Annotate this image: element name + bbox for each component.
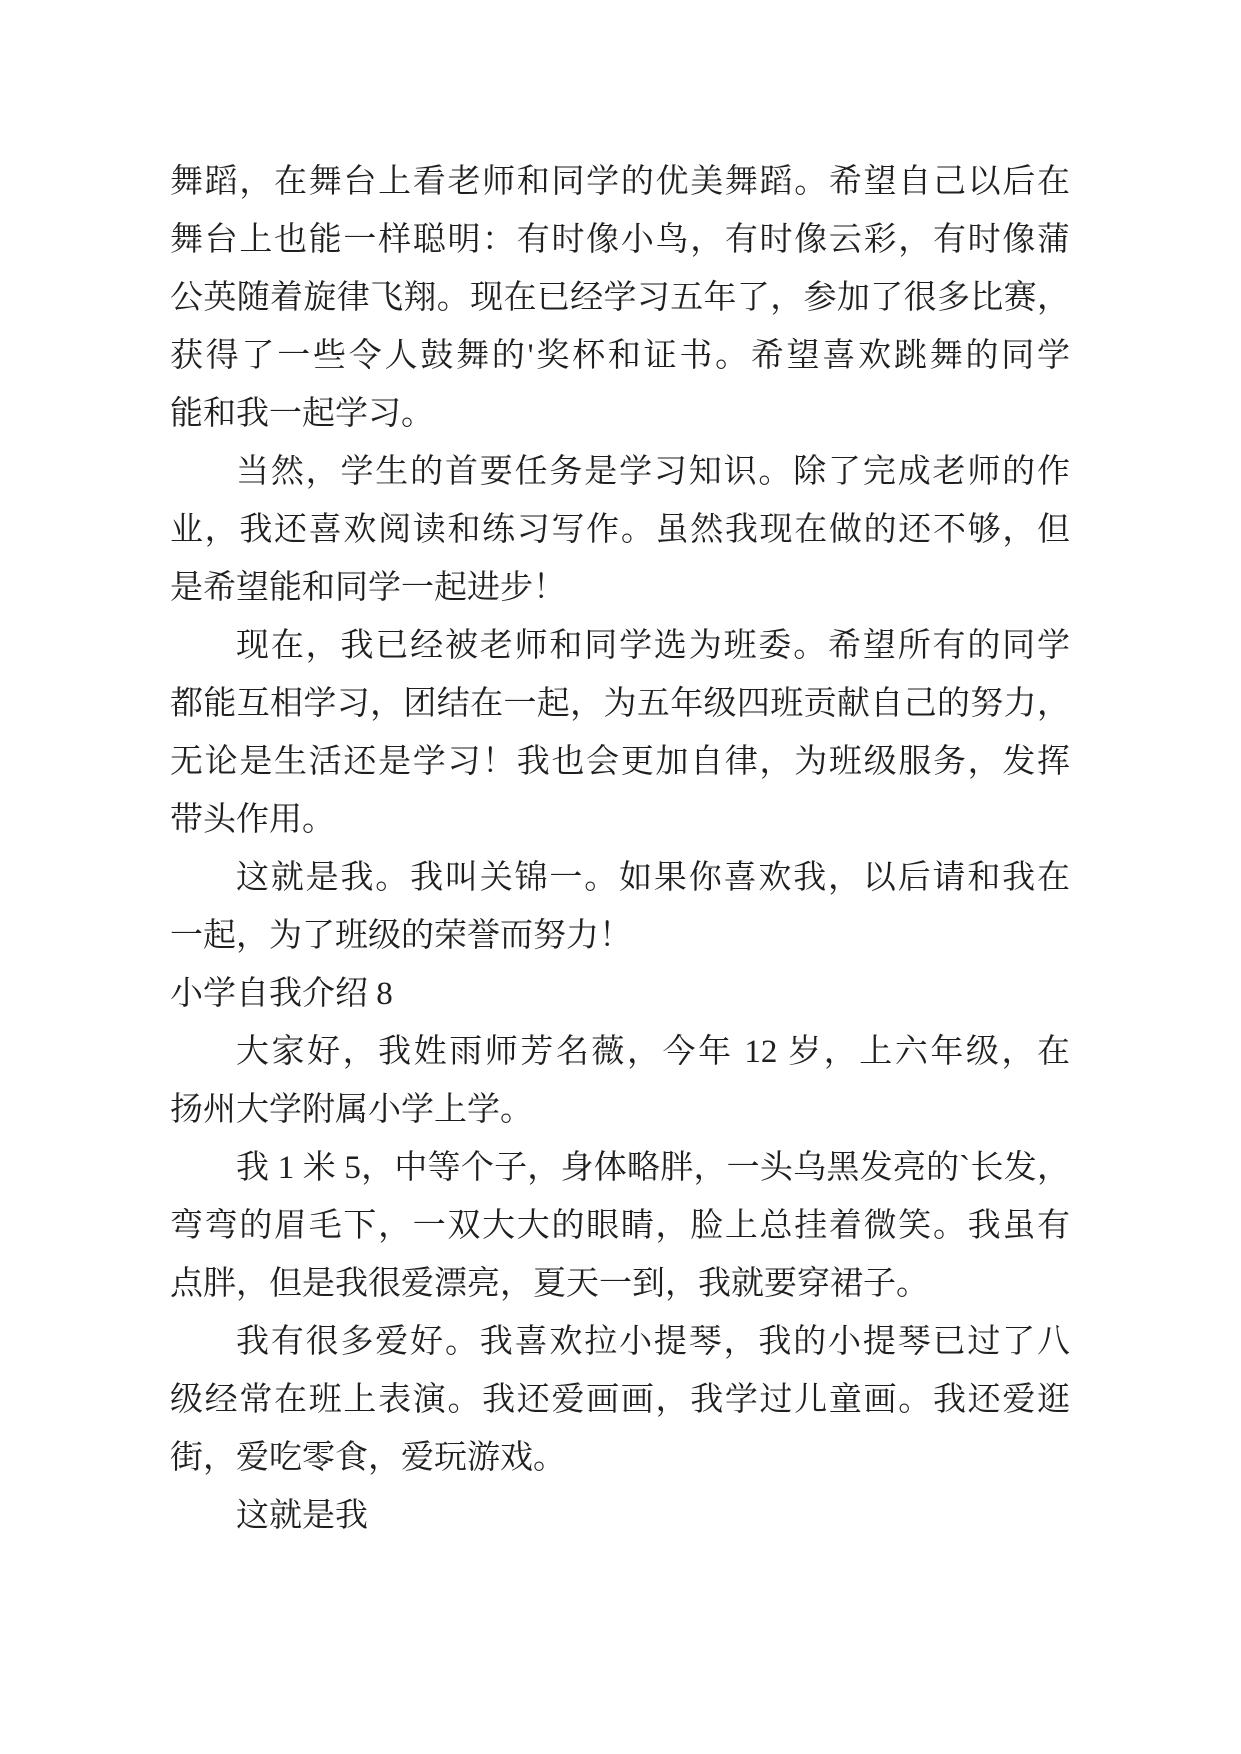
text-line: 业，我还喜欢阅读和练习写作。虽然我现在做的还不够，但 bbox=[170, 512, 1070, 548]
text-line: 获得了一些令人鼓舞的'奖杯和证书。希望喜欢跳舞的同学 bbox=[170, 338, 1070, 374]
section-heading bbox=[170, 965, 1070, 1023]
paragraph bbox=[170, 153, 1070, 443]
text-line: 小学自我介绍 8 bbox=[170, 976, 393, 1012]
text-line: 都能互相学习，团结在一起，为五年级四班贡献自己的努力， bbox=[170, 686, 1070, 722]
text-line: 公英随着旋律飞翔。现在已经学习五年了，参加了很多比赛， bbox=[170, 280, 1070, 316]
text-line: 级经常在班上表演。我还爱画画，我学过儿童画。我还爱逛 bbox=[170, 1382, 1070, 1418]
paragraph bbox=[170, 617, 1070, 849]
text-line: 是希望能和同学一起进步！ bbox=[170, 570, 566, 606]
text-line: 我 1 米 5，中等个子，身体略胖，一头乌黑发亮的`长发， bbox=[236, 1150, 1070, 1186]
paragraph bbox=[170, 849, 1070, 965]
paragraph bbox=[170, 443, 1070, 617]
text-line: 舞台上也能一样聪明：有时像小鸟，有时像云彩，有时像蒲 bbox=[170, 222, 1070, 258]
text-line: 当然，学生的首要任务是学习知识。除了完成老师的作 bbox=[236, 454, 1070, 490]
text-line: 现在，我已经被老师和同学选为班委。希望所有的同学 bbox=[236, 628, 1070, 664]
text-line: 这就是我。我叫关锦一。如果你喜欢我，以后请和我在 bbox=[236, 860, 1070, 896]
paragraph bbox=[170, 1487, 1070, 1545]
text-line: 这就是我 bbox=[236, 1498, 368, 1534]
paragraph bbox=[170, 1313, 1070, 1487]
text-line: 带头作用。 bbox=[170, 802, 335, 838]
paragraph bbox=[170, 1023, 1070, 1139]
text-line: 扬州大学附属小学上学。 bbox=[170, 1092, 533, 1128]
text-line: 我有很多爱好。我喜欢拉小提琴，我的小提琴已过了八 bbox=[236, 1324, 1070, 1360]
text-line: 点胖，但是我很爱漂亮，夏天一到，我就要穿裙子。 bbox=[170, 1266, 929, 1302]
text-line: 能和我一起学习。 bbox=[170, 396, 434, 432]
text-line: 弯弯的眉毛下，一双大大的眼睛，脸上总挂着微笑。我虽有 bbox=[170, 1208, 1070, 1244]
text-line: 一起，为了班级的荣誉而努力！ bbox=[170, 918, 632, 954]
paragraph bbox=[170, 1139, 1070, 1313]
text-line: 无论是生活还是学习！我也会更加自律，为班级服务，发挥 bbox=[170, 744, 1070, 780]
text-line: 大家好，我姓雨师芳名薇，今年 12 岁，上六年级，在 bbox=[236, 1034, 1070, 1070]
text-line: 舞蹈，在舞台上看老师和同学的优美舞蹈。希望自己以后在 bbox=[170, 164, 1070, 200]
text-line: 街，爱吃零食，爱玩游戏。 bbox=[170, 1440, 566, 1476]
essay-body bbox=[170, 153, 1070, 1545]
